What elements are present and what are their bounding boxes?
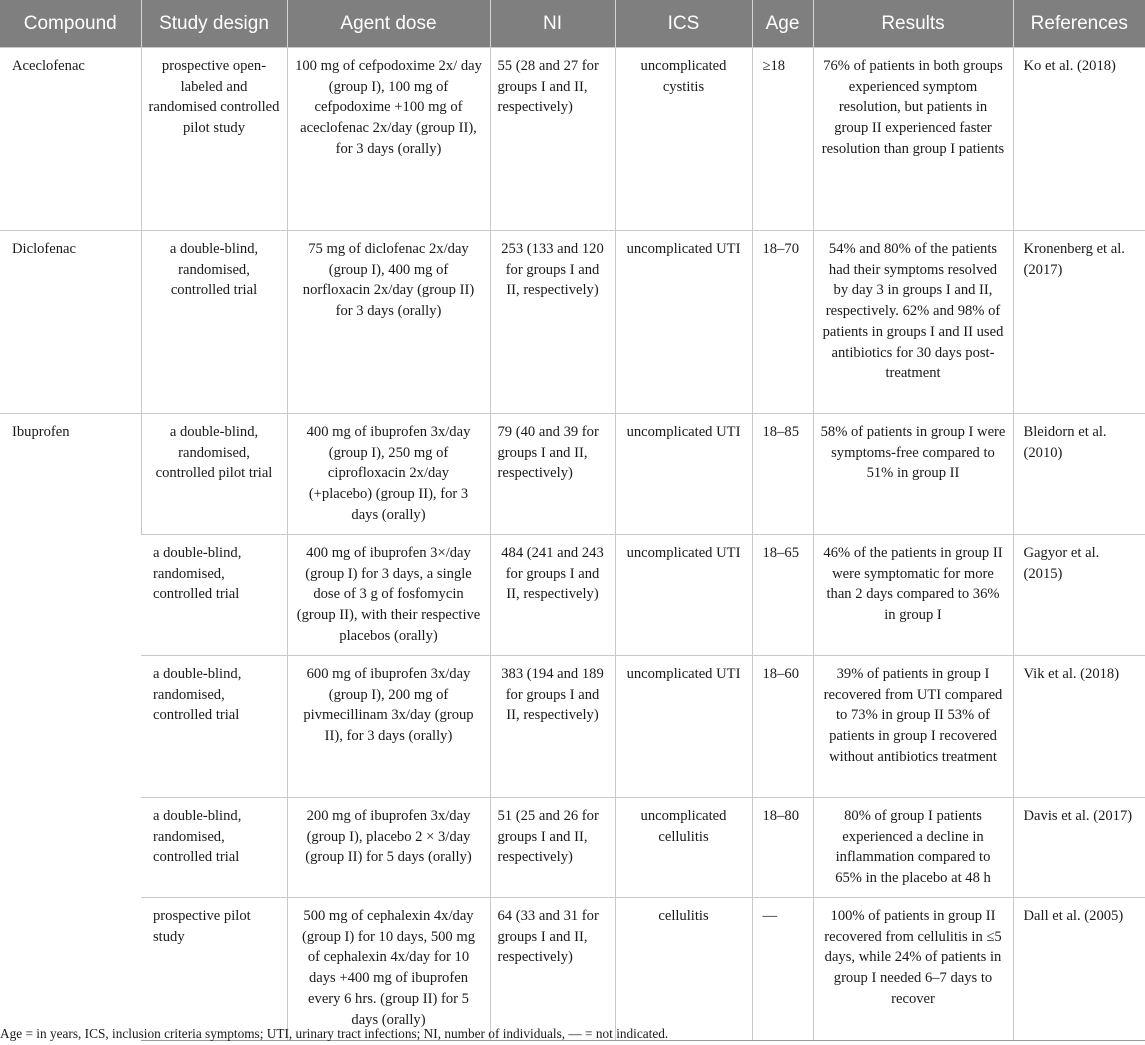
- ni-cell: 79 (40 and 39 for groups I and II, respectively): [490, 414, 615, 535]
- agent-dose-cell: 400 mg of ibuprofen 3×/day (group I) for 3 days, a single dose of 3 g of fosfomycin (group II), with their respective placebos (orally): [287, 535, 490, 656]
- header-ni: NI: [490, 0, 615, 48]
- study-design-cell: a double-blind, randomised, controlled trial: [141, 798, 287, 898]
- study-design-cell: a double-blind, randomised, controlled trial: [141, 656, 287, 798]
- reference-cell: Davis et al. (2017): [1013, 798, 1145, 898]
- ics-cell: uncomplicated UTI: [615, 656, 752, 798]
- header-results: Results: [813, 0, 1013, 48]
- ics-cell: uncomplicated cystitis: [615, 48, 752, 231]
- header-compound: Compound: [0, 0, 141, 48]
- ni-cell: 55 (28 and 27 for groups I and II, respectively): [490, 48, 615, 231]
- study-design-cell: a double-blind, randomised, controlled trial: [141, 231, 287, 414]
- ni-cell: 51 (25 and 26 for groups I and II, respectively): [490, 798, 615, 898]
- ni-cell: 484 (241 and 243 for groups I and II, respectively): [490, 535, 615, 656]
- agent-dose-cell: 200 mg of ibuprofen 3x/day (group I), placebo 2 × 3/day (group II) for 5 days (orally): [287, 798, 490, 898]
- table-row: [0, 231, 1145, 414]
- age-cell: 18–60: [752, 656, 813, 798]
- agent-dose-cell: 75 mg of diclofenac 2x/day (group I), 400 mg of norfloxacin 2x/day (group II) for 3 days (orally): [287, 231, 490, 414]
- table-footnote: Age = in years, ICS, inclusion criteria symptoms; UTI, urinary tract infections; NI, number of individuals, — = not indicated.: [0, 1026, 669, 1041]
- compound-cell: Diclofenac: [0, 231, 141, 414]
- header-age: Age: [752, 0, 813, 48]
- results-cell: 46% of the patients in group II were symptomatic for more than 2 days compared to 36% in group I: [813, 535, 1013, 656]
- results-cell: 54% and 80% of the patients had their symptoms resolved by day 3 in groups I and II, respectively. 62% and 98% of patients in groups I and II used antibiotics for 30 days post-treatment: [813, 231, 1013, 414]
- header-study-design: Study design: [141, 0, 287, 48]
- table-row: [0, 48, 1145, 231]
- study-design-cell: prospective pilot study: [141, 898, 287, 1041]
- ics-cell: uncomplicated UTI: [615, 414, 752, 535]
- compound-cell: Aceclofenac: [0, 48, 141, 231]
- agent-dose-cell: 100 mg of cefpodoxime 2x/ day (group I), 100 mg of cefpodoxime +100 mg of aceclofenac 2x/day (group II), for 3 days (orally): [287, 48, 490, 231]
- ics-cell: uncomplicated UTI: [615, 535, 752, 656]
- ni-cell: 64 (33 and 31 for groups I and II, respectively): [490, 898, 615, 1041]
- study-design-cell: prospective open-labeled and randomised controlled pilot study: [141, 48, 287, 231]
- agent-dose-cell: 500 mg of cephalexin 4x/day (group I) for 10 days, 500 mg of cephalexin 4x/day for 10 days +400 mg of ibuprofen every 6 hrs. (group II) for 5 days (orally): [287, 898, 490, 1041]
- table-row: [0, 898, 1145, 1041]
- reference-cell: Kronenberg et al. (2017): [1013, 231, 1145, 414]
- age-cell: ≥18: [752, 48, 813, 231]
- reference-cell: Gagyor et al. (2015): [1013, 535, 1145, 656]
- compound-cell: Ibuprofen: [0, 414, 141, 1041]
- reference-cell: Dall et al. (2005): [1013, 898, 1145, 1041]
- results-cell: 76% of patients in both groups experienced symptom resolution, but patients in group II experienced faster resolution than group I patients: [813, 48, 1013, 231]
- table-row: [0, 535, 1145, 656]
- results-cell: 100% of patients in group II recovered from cellulitis in ≤5 days, while 24% of patients in group I needed 6–7 days to recover: [813, 898, 1013, 1041]
- results-cell: 58% of patients in group I were symptoms-free compared to 51% in group II: [813, 414, 1013, 535]
- ics-cell: uncomplicated cellulitis: [615, 798, 752, 898]
- ics-cell: cellulitis: [615, 898, 752, 1041]
- agent-dose-cell: 600 mg of ibuprofen 3x/day (group I), 200 mg of pivmecillinam 3x/day (group II), for 3 days (orally): [287, 656, 490, 798]
- age-cell: —: [752, 898, 813, 1041]
- agent-dose-cell: 400 mg of ibuprofen 3x/day (group I), 250 mg of ciprofloxacin 2x/day (+placebo) (group II), for 3 days (orally): [287, 414, 490, 535]
- table-row: [0, 656, 1145, 798]
- results-cell: 39% of patients in group I recovered from UTI compared to 73% in group II 53% of patients in group I recovered without antibiotics treatment: [813, 656, 1013, 798]
- results-cell: 80% of group I patients experienced a decline in inflammation compared to 65% in the placebo at 48 h: [813, 798, 1013, 898]
- age-cell: 18–70: [752, 231, 813, 414]
- age-cell: 18–65: [752, 535, 813, 656]
- header-references: References: [1013, 0, 1145, 48]
- ni-cell: 383 (194 and 189 for groups I and II, respectively): [490, 656, 615, 798]
- reference-cell: Vik et al. (2018): [1013, 656, 1145, 798]
- ni-cell: 253 (133 and 120 for groups I and II, respectively): [490, 231, 615, 414]
- study-design-cell: a double-blind, randomised, controlled trial: [141, 535, 287, 656]
- header-agent-dose: Agent dose: [287, 0, 490, 48]
- age-cell: 18–80: [752, 798, 813, 898]
- header-ics: ICS: [615, 0, 752, 48]
- study-design-cell: a double-blind, randomised, controlled pilot trial: [141, 414, 287, 535]
- reference-cell: Ko et al. (2018): [1013, 48, 1145, 231]
- header-row: [0, 0, 1145, 48]
- ics-cell: uncomplicated UTI: [615, 231, 752, 414]
- table-row: [0, 414, 1145, 535]
- age-cell: 18–85: [752, 414, 813, 535]
- reference-cell: Bleidorn et al. (2010): [1013, 414, 1145, 535]
- table-row: [0, 798, 1145, 898]
